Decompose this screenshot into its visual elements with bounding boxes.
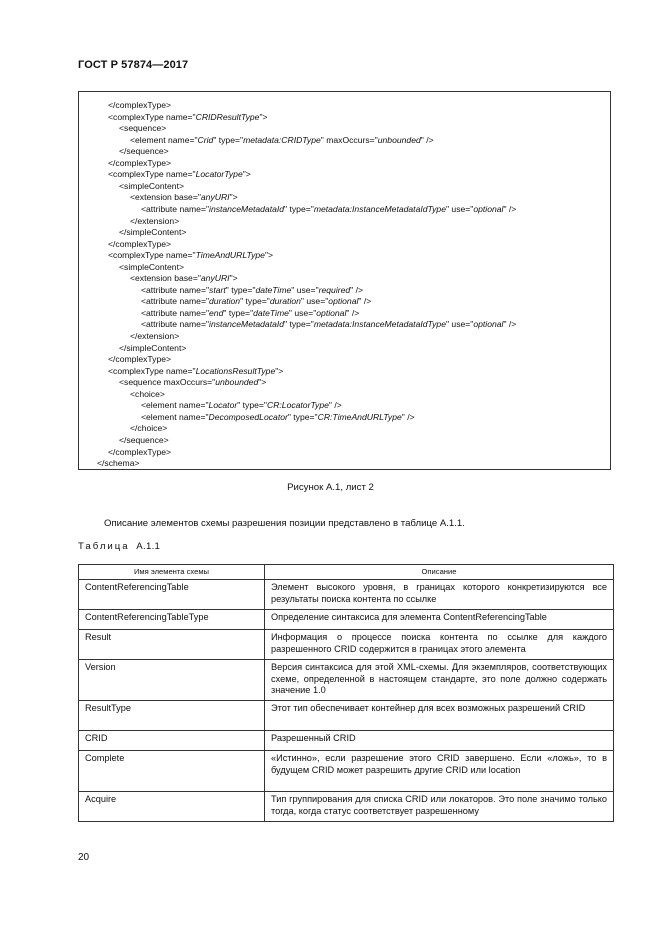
description-cell: «Истинно», если разрешение этого CRID завершено. Если «ложь», то в будущем CRID может разрешить другие CRID или location xyxy=(265,751,614,792)
table-row xyxy=(79,792,614,822)
code-token: " /> xyxy=(503,319,517,330)
code-value: anyURI xyxy=(200,273,230,284)
code-value: optional xyxy=(473,203,504,214)
code-value: duration xyxy=(209,296,241,307)
code-value: metadata:CRIDType xyxy=(243,134,321,145)
code-value: LocationsResultType xyxy=(195,365,276,376)
code-value: optional xyxy=(328,296,359,307)
table-row xyxy=(79,610,614,630)
code-line xyxy=(130,215,179,227)
code-line xyxy=(108,168,251,180)
code-token: </complexType> xyxy=(108,354,172,365)
code-token: " use=" xyxy=(445,203,474,214)
code-line xyxy=(97,457,140,469)
table-label-word: Таблица xyxy=(78,541,130,552)
code-token: "> xyxy=(229,273,238,284)
code-token: </simpleContent> xyxy=(119,227,187,238)
code-line xyxy=(108,99,171,111)
code-token: " type=" xyxy=(237,400,267,411)
document-header: ГОСТ Р 57874—2017 xyxy=(78,59,189,71)
code-value: metadata:InstanceMetadataIdType xyxy=(313,319,446,330)
code-value: anyURI xyxy=(200,192,230,203)
table-row xyxy=(79,751,614,792)
figure-caption: Рисунок А.1, лист 2 xyxy=(287,482,374,493)
code-value: unbounded xyxy=(377,134,421,145)
table-row xyxy=(79,701,614,731)
description-cell: Тип группирования для списка CRID или локаторов. Это поле значимо только тогда, когда статус соответствует разрешенному xyxy=(265,792,614,822)
code-token: " use=" xyxy=(300,296,329,307)
code-value: DecomposedLocator xyxy=(208,411,288,422)
table-row xyxy=(79,660,614,701)
code-value: dateTime xyxy=(255,284,292,295)
code-token: " type=" xyxy=(287,411,318,422)
code-line xyxy=(141,203,516,215)
element-name-cell: ContentReferencingTable xyxy=(79,580,265,610)
code-token: " type=" xyxy=(284,203,314,214)
code-value: required xyxy=(318,284,351,295)
code-token: <element name=" xyxy=(141,400,209,411)
code-token: </schema> xyxy=(97,458,140,469)
table-row xyxy=(79,731,614,751)
code-token: <extension base=" xyxy=(130,273,201,284)
code-value: duration xyxy=(269,296,301,307)
element-name-cell: Result xyxy=(79,630,265,660)
code-line xyxy=(119,180,184,192)
code-line xyxy=(141,399,342,411)
code-line xyxy=(119,376,266,388)
code-line xyxy=(119,261,184,273)
code-line xyxy=(130,330,179,342)
code-token: " use=" xyxy=(445,319,474,330)
code-token: " maxOccurs=" xyxy=(320,134,378,145)
table-label-number: А.1.1 xyxy=(136,541,161,552)
code-value: TimeAndURLType xyxy=(195,250,265,261)
code-token: " type=" xyxy=(225,284,256,295)
code-token: <simpleContent> xyxy=(119,180,184,191)
code-value: end xyxy=(209,307,224,318)
header-description: Описание xyxy=(265,565,614,580)
code-token: </sequence> xyxy=(119,146,169,157)
code-line xyxy=(141,318,516,330)
code-line xyxy=(130,388,165,400)
code-line xyxy=(108,157,171,169)
code-value: CR:LocatorType xyxy=(266,400,329,411)
element-name-cell: Complete xyxy=(79,751,265,792)
code-line xyxy=(130,134,434,146)
code-line xyxy=(119,145,169,157)
code-token: <complexType name=" xyxy=(108,169,196,180)
code-token: " /> xyxy=(346,307,360,318)
description-cell: Элемент высокого уровня, в границах которого конкретизируются все результаты поиска контента по ссылке xyxy=(265,580,614,610)
code-token: " /> xyxy=(328,400,342,411)
code-line xyxy=(130,422,167,434)
code-line xyxy=(119,226,186,238)
element-name-cell: Version xyxy=(79,660,265,701)
code-token: <sequence maxOccurs=" xyxy=(119,377,216,388)
code-token: "> xyxy=(258,377,267,388)
code-line xyxy=(141,295,371,307)
description-cell: Информация о процессе поиска контента по ссылке для каждого разрешенного CRID содержится в границах этого элемента xyxy=(265,630,614,660)
code-value: optional xyxy=(473,319,504,330)
code-token: <element name=" xyxy=(141,411,209,422)
code-token: </complexType> xyxy=(108,446,172,457)
code-line xyxy=(108,238,171,250)
code-token: "> xyxy=(259,111,268,122)
code-value: dateTime xyxy=(253,307,289,318)
code-token: " /> xyxy=(401,411,415,422)
code-line xyxy=(141,307,359,319)
code-token: <element name=" xyxy=(130,134,198,145)
code-token: <attribute name=" xyxy=(141,296,210,307)
code-token: </complexType> xyxy=(108,100,172,110)
code-value: optional xyxy=(316,307,347,318)
code-token: "> xyxy=(275,365,284,376)
element-name-cell: Acquire xyxy=(79,792,265,822)
table-label xyxy=(78,541,160,552)
code-token: </extension> xyxy=(130,215,180,226)
table-row xyxy=(79,580,614,610)
code-token: <sequence> xyxy=(119,123,167,134)
code-token: " type=" xyxy=(213,134,244,145)
code-value: LocatorType xyxy=(195,169,243,180)
code-line xyxy=(119,122,166,134)
code-token: " /> xyxy=(420,134,434,145)
code-value: instanceMetadataId xyxy=(209,203,285,214)
code-line xyxy=(141,284,363,296)
code-token: " use=" xyxy=(291,284,319,295)
table-row xyxy=(79,630,614,660)
code-token: <choice> xyxy=(130,388,165,399)
code-line xyxy=(108,365,283,377)
code-token: " use=" xyxy=(288,307,317,318)
code-token: <attribute name=" xyxy=(141,203,210,214)
schema-elements-table xyxy=(78,564,614,822)
code-token: " type=" xyxy=(223,307,254,318)
code-token: "> xyxy=(242,169,251,180)
description-cell: Версия синтаксиса для этой XML-схемы. Для экземпляров, соответствующих схеме, определенной в настоящем стандарте, это поле должно содержать значение 1.0 xyxy=(265,660,614,701)
code-token: <complexType name=" xyxy=(108,111,196,122)
code-value: Locator xyxy=(208,400,238,411)
description-cell: Определение синтаксиса для элемента ContentReferencingTable xyxy=(265,610,614,630)
code-token: <attribute name=" xyxy=(141,319,210,330)
code-token: <simpleContent> xyxy=(119,261,184,272)
code-token: </complexType> xyxy=(108,157,172,168)
element-name-cell: CRID xyxy=(79,731,265,751)
code-value: Crid xyxy=(197,134,214,145)
element-name-cell: ResultType xyxy=(79,701,265,731)
code-line xyxy=(119,434,169,446)
description-cell: Этот тип обеспечивает контейнер для всех возможных разрешений CRID xyxy=(265,701,614,731)
code-value: CRIDResultType xyxy=(195,111,260,122)
code-value: metadata:InstanceMetadataIdType xyxy=(313,203,446,214)
code-line xyxy=(108,249,273,261)
code-token: " type=" xyxy=(240,296,270,307)
element-name-cell: ContentReferencingTableType xyxy=(79,610,265,630)
code-token: <attribute name=" xyxy=(141,307,210,318)
code-line xyxy=(108,353,171,365)
code-line xyxy=(108,111,268,123)
code-token: </simpleContent> xyxy=(119,342,187,353)
header-element-name: Имя элемента схемы xyxy=(79,565,265,580)
code-line xyxy=(108,446,171,458)
code-line xyxy=(130,272,238,284)
code-token: <extension base=" xyxy=(130,192,201,203)
body-paragraph: Описание элементов схемы разрешения позиции представлено в таблице А.1.1. xyxy=(104,518,465,529)
code-token: <complexType name=" xyxy=(108,365,196,376)
code-value: CR:TimeAndURLType xyxy=(317,411,402,422)
xml-schema-code-box xyxy=(78,91,611,470)
code-token: " /> xyxy=(350,284,364,295)
code-token: <attribute name=" xyxy=(141,284,210,295)
code-token: <complexType name=" xyxy=(108,250,196,261)
description-cell: Разрешенный CRID xyxy=(265,731,614,751)
code-token: " /> xyxy=(358,296,372,307)
code-token: </extension> xyxy=(130,331,180,341)
code-token: " /> xyxy=(503,203,517,214)
code-token: "> xyxy=(264,250,274,261)
code-token: </sequence> xyxy=(119,434,169,445)
code-token: </complexType> xyxy=(108,238,172,249)
page-number: 20 xyxy=(78,852,90,863)
code-token: </choice> xyxy=(130,423,168,434)
code-token: " type=" xyxy=(284,319,314,330)
code-value: unbounded xyxy=(215,377,259,388)
code-value: start xyxy=(209,284,226,295)
code-line xyxy=(119,342,186,354)
code-line xyxy=(141,411,415,423)
code-value: instanceMetadataId xyxy=(209,319,285,330)
table-header-row xyxy=(79,565,614,580)
code-line xyxy=(130,191,238,203)
code-token: "> xyxy=(229,192,238,203)
